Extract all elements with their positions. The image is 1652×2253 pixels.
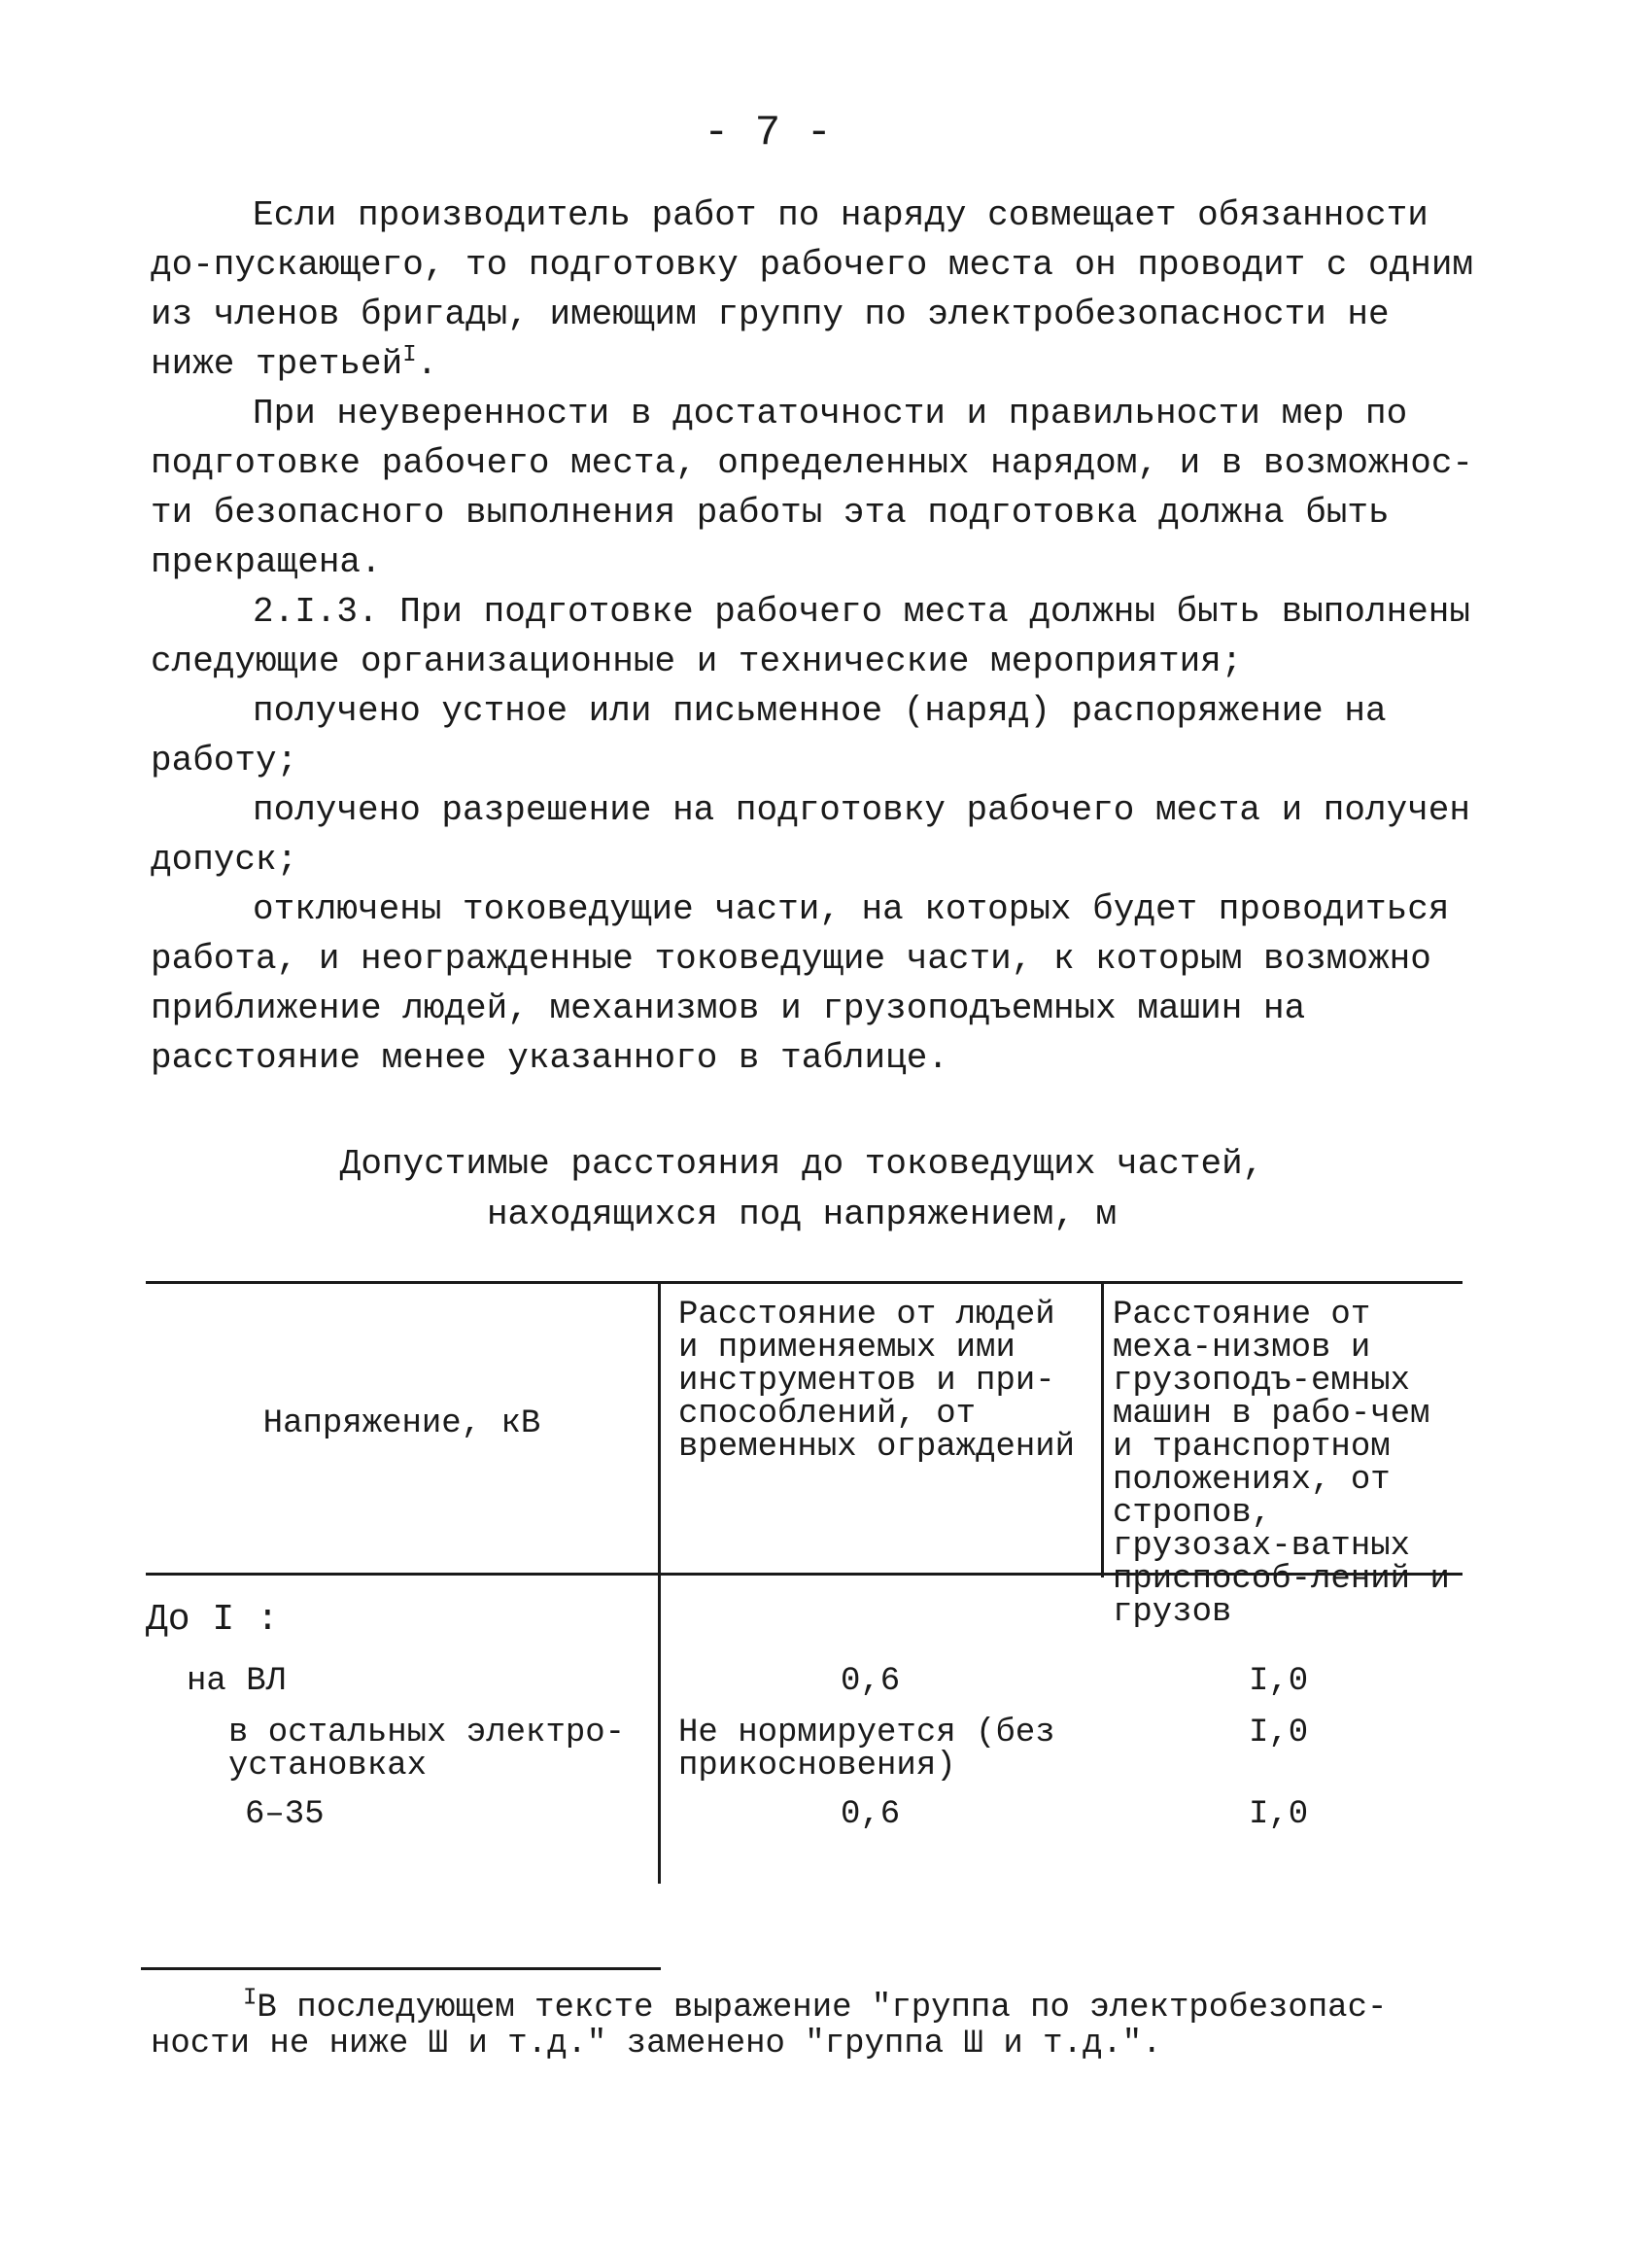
table-row-people: 0,6 — [841, 1663, 901, 1700]
paragraph: отключены токоведущие части, на которых будет проводиться работа, и неогражденные токоведущие части, к которым возможно приближение людей, механизмов и грузоподъемных машин на расстояние менее указанного в таблице. — [151, 889, 1450, 1078]
paragraph: получено устное или письменное (наряд) распоряжение на работу; — [151, 691, 1387, 780]
column-divider — [658, 1281, 661, 1884]
table-row-people: Не нормируется (без прикосновения) — [678, 1715, 1055, 1785]
table-row-people: 0,6 — [841, 1796, 901, 1833]
body-text — [151, 191, 1492, 1083]
footnote-line — [151, 1985, 1511, 2027]
paragraph: При неуверенности в достаточности и правильности мер по подготовке рабочего места, определенных нарядом, и в возможнос-ти безопасного выполнения работы эта подготовка должна быть прекращена. — [151, 394, 1474, 582]
footnote-line: ности не ниже Ш и т.д." заменено "группа Ш и т.д.". — [151, 2026, 1162, 2062]
table-row-voltage: в остальных электро-установках — [228, 1715, 626, 1785]
paragraph-text: Если производитель работ по наряду совмещает обязанности до-пускающего, то подготовку рабочего места он проводит с одним из членов бригады, имеющим группу по электробезопасности не ниже третьей — [151, 195, 1474, 384]
paragraph — [151, 191, 1492, 389]
footnote — [151, 1985, 1511, 2062]
table-row-machines: I,0 — [1249, 1663, 1309, 1700]
distance-table — [146, 1281, 1463, 1884]
table-row-machines: I,0 — [1249, 1715, 1309, 1751]
header-machine-distance: Расстояние от меха-низмов и грузоподъ-емных машин в рабо-чем и транспортном положениях, от стропов, грузозах-ватных приспособ-лений и грузов — [1113, 1297, 1450, 1631]
table-row-voltage: 6–35 — [245, 1796, 325, 1833]
paragraph: 2.I.3. При подготовке рабочего места должны быть выполнены следующие организационные и технические мероприятия; — [151, 592, 1471, 681]
footnote-marker: I — [243, 1985, 258, 2012]
footnote-reference: I — [402, 342, 417, 368]
column-divider — [1101, 1281, 1104, 1577]
header-people-distance: Расстояние от людей и применяемых ими инструментов и при-способлений, от временных ограждений — [678, 1297, 1076, 1466]
caption-line: находящихся под напряжением, м — [486, 1195, 1118, 1234]
table-row-voltage: на ВЛ — [187, 1663, 287, 1700]
table-row-voltage: До I : — [146, 1599, 279, 1641]
header-voltage: Напряжение, кВ — [262, 1405, 541, 1442]
table-caption — [146, 1139, 1458, 1240]
caption-line: Допустимые расстояния до токоведущих частей, — [339, 1144, 1264, 1184]
table-row-machines: I,0 — [1249, 1796, 1309, 1833]
paragraph: получено разрешение на подготовку рабочего места и получен допуск; — [151, 790, 1471, 880]
page-number: - 7 - — [703, 109, 833, 157]
table-top-rule — [146, 1281, 1463, 1284]
footnote-text: В последующем тексте выражение "группа по электробезопас- — [257, 1990, 1388, 2027]
paragraph-tail: . — [416, 344, 438, 384]
footnote-separator — [141, 1967, 661, 1970]
